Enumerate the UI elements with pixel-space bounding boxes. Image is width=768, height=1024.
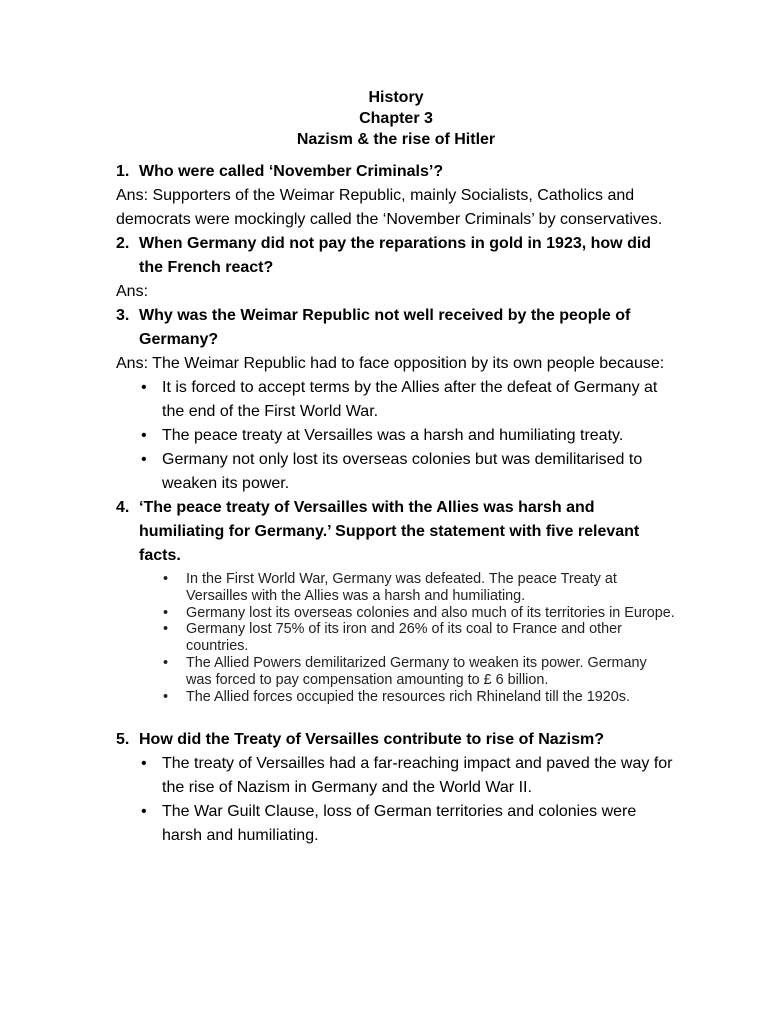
answer-3-bullets <box>116 376 676 496</box>
question-3 <box>116 304 676 352</box>
list-item: • Germany lost its overseas colonies and also much of its territories in Europe. <box>116 605 676 622</box>
document-body <box>116 87 676 848</box>
list-item: • In the First World War, Germany was defeated. The peace Treaty at Versailles with the Allies was a harsh and humiliating. <box>116 571 676 605</box>
list-item: • The Allied Powers demilitarized Germany to weaken its power. Germany was forced to pay compensation amounting to £ 6 billion. <box>116 655 676 689</box>
answer-5-bullets <box>116 752 676 848</box>
question-1 <box>116 160 676 184</box>
answer-2: Ans: <box>116 283 149 300</box>
document-header <box>116 87 676 150</box>
question-number: 3. <box>116 307 130 324</box>
chapter-title: Chapter 3 <box>359 110 433 127</box>
list-item: • The treaty of Versailles had a far-reaching impact and paved the way for the rise of Nazism in Germany and the World War II. <box>116 752 676 800</box>
question-text: Why was the Weimar Republic not well received by the people of Germany? <box>139 307 631 348</box>
question-number: 5. <box>116 731 130 749</box>
list-item: • The War Guilt Clause, loss of German territories and colonies were harsh and humiliating. <box>116 800 676 848</box>
list-item: • The Allied forces occupied the resources rich Rhineland till the 1920s. <box>116 689 676 706</box>
subject-title: History <box>368 89 424 106</box>
question-text: ‘The peace treaty of Versailles with the Allies was harsh and humiliating for Germany.’ Support the statement with five relevant facts. <box>139 499 640 564</box>
answer-4-bullets <box>116 571 676 705</box>
question-number: 2. <box>116 235 130 252</box>
question-text: How did the Treaty of Versailles contribute to rise of Nazism? <box>139 731 604 749</box>
list-item: • Germany not only lost its overseas colonies but was demilitarised to weaken its power. <box>116 448 676 496</box>
section-spacer <box>116 705 676 728</box>
question-2 <box>116 232 676 280</box>
question-number: 1. <box>116 163 130 180</box>
question-text: Who were called ‘November Criminals’? <box>139 163 444 180</box>
answer-3: Ans: The Weimar Republic had to face opposition by its own people because: <box>116 355 665 372</box>
topic-title: Nazism & the rise of Hitler <box>296 131 496 148</box>
question-number: 4. <box>116 499 130 516</box>
question-5 <box>116 728 676 752</box>
question-4 <box>116 496 676 568</box>
list-item: • It is forced to accept terms by the Allies after the defeat of Germany at the end of the First World War. <box>116 376 676 424</box>
question-text: When Germany did not pay the reparations in gold in 1923, how did the French react? <box>139 235 652 276</box>
answer-1: Ans: Supporters of the Weimar Republic, mainly Socialists, Catholics and democrats were mockingly called the ‘November Criminals’ by conservatives. <box>116 187 663 228</box>
list-item: • Germany lost 75% of its iron and 26% of its coal to France and other countries. <box>116 621 676 655</box>
list-item: • The peace treaty at Versailles was a harsh and humiliating treaty. <box>116 424 676 448</box>
